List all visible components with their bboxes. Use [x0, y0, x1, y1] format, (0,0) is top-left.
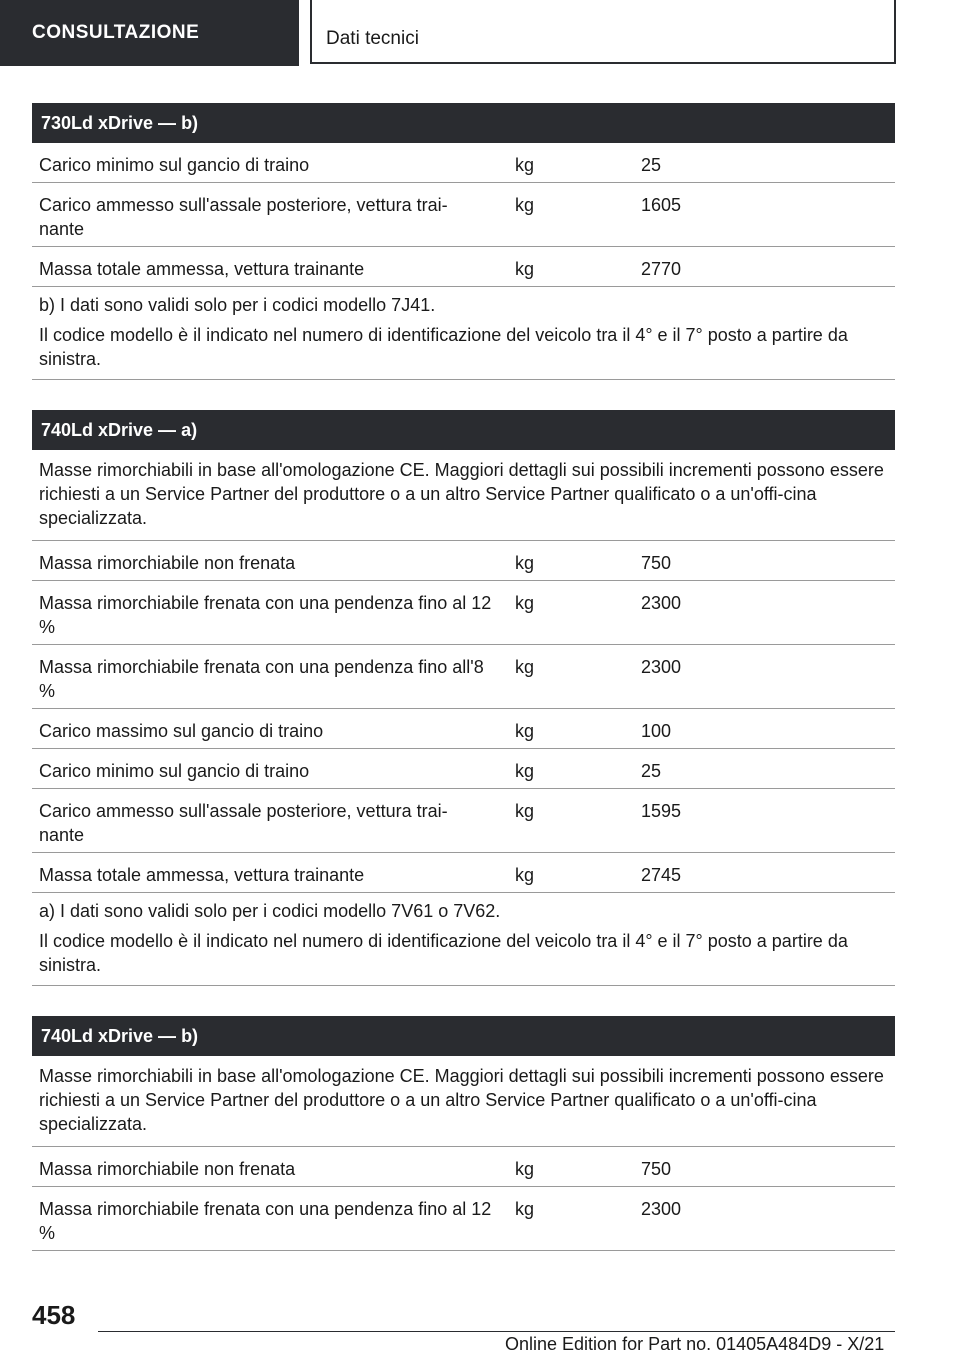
page-number: 458 — [32, 1300, 76, 1330]
row-value: 2770 — [641, 259, 682, 279]
spec-block-intro: Masse rimorchiabili in base all'omologazione CE. Maggiori dettagli sui possibili incrementi possono essere richiesti a un Service Partner del produttore o a un altro Service Partner qualificato o a un'offi-cina specializzata. — [32, 1056, 895, 1147]
spec-content — [32, 103, 895, 1281]
row-value: 750 — [641, 553, 672, 573]
row-value: 25 — [641, 761, 662, 781]
row-unit: kg — [515, 1199, 535, 1219]
row-unit: kg — [515, 761, 535, 781]
spec-block-intro: Masse rimorchiabili in base all'omologazione CE. Maggiori dettagli sui possibili incrementi possono essere richiesti a un Service Partner del produttore o a un altro Service Partner qualificato o a un'offi-cina specializzata. — [32, 450, 895, 541]
table-row — [32, 247, 895, 287]
row-value: 2745 — [641, 865, 682, 885]
row-value: 1595 — [641, 801, 682, 821]
footnote: a) I dati sono validi solo per i codici modello 7V61 o 7V62. — [39, 901, 501, 921]
edition-text: Online Edition for Part no. 01405A484D9 - X/21 — [505, 1334, 885, 1354]
row-unit: kg — [515, 593, 535, 613]
row-label: Carico minimo sul gancio di traino — [39, 761, 310, 781]
row-label: Massa rimorchiabile frenata con una pendenza fino al 12 % — [39, 1199, 492, 1243]
table-row — [32, 749, 895, 789]
row-unit: kg — [515, 553, 535, 573]
footnotes — [32, 893, 895, 986]
row-label: Carico massimo sul gancio di traino — [39, 721, 324, 741]
row-unit: kg — [515, 865, 535, 885]
row-unit: kg — [515, 259, 535, 279]
row-label: Massa rimorchiabile frenata con una pendenza fino al 12 % — [39, 593, 492, 637]
spec-block — [32, 1016, 895, 1251]
row-value: 2300 — [641, 593, 682, 613]
row-label: Massa totale ammessa, vettura trainante — [39, 865, 365, 885]
row-value: 1605 — [641, 195, 682, 215]
page-header — [0, 0, 960, 66]
footnote: Il codice modello è il indicato nel numero di identificazione del veicolo tra il 4° e il 7° posto a partire da sinistra. — [39, 931, 848, 975]
spec-block — [32, 103, 895, 380]
table-row — [32, 645, 895, 709]
row-label: Carico ammesso sull'assale posteriore, vettura trai-nante — [39, 195, 448, 239]
section-title: Dati tecnici — [310, 0, 896, 64]
row-label: Massa totale ammessa, vettura trainante — [39, 259, 365, 279]
table-row — [32, 541, 895, 581]
page-footer — [0, 1290, 960, 1362]
spec-block — [32, 410, 895, 986]
row-unit: kg — [515, 657, 535, 677]
row-value: 750 — [641, 1159, 672, 1179]
spec-block-title: 740Ld xDrive — a) — [32, 410, 895, 450]
table-row — [32, 789, 895, 853]
table-row — [32, 1147, 895, 1187]
spec-block-title: 740Ld xDrive — b) — [32, 1016, 895, 1056]
row-value: 2300 — [641, 1199, 682, 1219]
table-row — [32, 1187, 895, 1251]
table-row — [32, 853, 895, 893]
row-value: 100 — [641, 721, 672, 741]
footnotes — [32, 287, 895, 380]
footnote: Il codice modello è il indicato nel numero di identificazione del veicolo tra il 4° e il 7° posto a partire da sinistra. — [39, 325, 848, 369]
row-unit: kg — [515, 1159, 535, 1179]
footnote: b) I dati sono validi solo per i codici modello 7J41. — [39, 295, 436, 315]
row-label: Massa rimorchiabile non frenata — [39, 553, 296, 573]
row-unit: kg — [515, 155, 535, 175]
row-label: Carico ammesso sull'assale posteriore, vettura trai-nante — [39, 801, 448, 845]
row-label: Massa rimorchiabile frenata con una pendenza fino all'8 % — [39, 657, 484, 701]
table-row — [32, 183, 895, 247]
table-row — [32, 581, 895, 645]
row-unit: kg — [515, 801, 535, 821]
row-unit: kg — [515, 195, 535, 215]
row-value: 2300 — [641, 657, 682, 677]
table-row — [32, 709, 895, 749]
chapter-tab[interactable]: CONSULTAZIONE — [0, 0, 299, 66]
row-label: Massa rimorchiabile non frenata — [39, 1159, 296, 1179]
spec-block-title: 730Ld xDrive — b) — [32, 103, 895, 143]
row-value: 25 — [641, 155, 662, 175]
row-unit: kg — [515, 721, 535, 741]
table-row — [32, 143, 895, 183]
row-label: Carico minimo sul gancio di traino — [39, 155, 310, 175]
footer-divider — [98, 1331, 895, 1332]
